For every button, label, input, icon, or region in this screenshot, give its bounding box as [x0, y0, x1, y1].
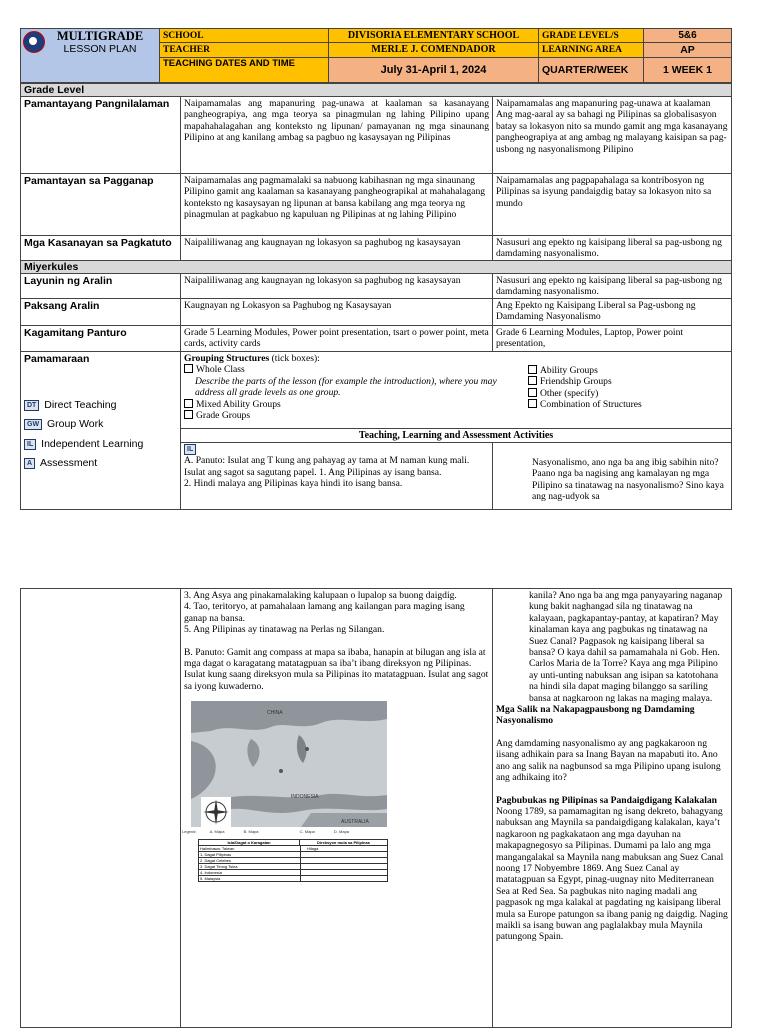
map-label-indonesia: INDONESIA: [291, 794, 319, 801]
grade-level-bar: Grade Level: [20, 83, 732, 97]
activities-g6-page2: [492, 588, 732, 1028]
area-label: LEARNING AREA: [538, 42, 644, 58]
page-1: [20, 28, 732, 510]
pangnilalaman-g5: Naipamamalas ang mapanuring pag-unawa at kaalaman sa kasanayang pangheograpiya, ang mga teorya sa pinagmulan ng lahing Pilipino upang mapahahalagahan ang konteksto ng lipunan/ pamayanan ng mga sinaunang Pilipino at ang kanilang ambag sa pagbuo ng kasaysayan ng Pilipinas: [180, 96, 493, 174]
logo-subtitle: LESSON PLAN: [63, 43, 137, 55]
layunin-label: Layunin ng Aralin: [20, 273, 181, 299]
compass-rose-icon: [201, 797, 231, 827]
quarter-label: QUARTER/WEEK: [538, 57, 644, 83]
table-header-isla: Isla/Dagat o Karagatan: [199, 840, 300, 845]
activities-g5-page1: [180, 442, 493, 510]
dt-badge: DT: [24, 400, 39, 411]
paksang-g5: Kaugnayan ng Lokasyon sa Paghubog ng Kasaysayan: [180, 298, 493, 326]
logo-title: MULTIGRADE: [56, 29, 144, 43]
legend-group-work: GW Group Work: [24, 418, 103, 430]
teacher-value: MERLE J. COMENDADOR: [328, 42, 539, 58]
kagamitan-label: Kagamitang Panturo: [20, 325, 181, 352]
table-row: 5. Malaysia: [199, 876, 301, 881]
nasyonalismo-continued: kanila? Ano nga ba ang mga panyayaring naganap kung bakit naghangad sila ng tinatawag na kalayaan, pagkapantay-pantay, at kapatiran? May kinalaman kaya ang pagbukas ng tinatawag na Suez Canal? Pagpasok ng kaisipang liberal sa bansa? O kaya dahil sa pamamahala ni Gob. Hen. Carlos Maria de la Torre? Kaya ang mga Pilipino ay unti-unting nabuksan ang isipan sa katotohana na hindi sila dapat maging bilanggo sa sariling bansa at nagkaroon ng lakas na maging malaya.: [529, 590, 723, 704]
activities-g6-page1: [492, 442, 732, 510]
legend-direct-teaching: DT Direct Teaching: [24, 399, 116, 411]
gw-badge: GW: [24, 419, 42, 430]
pamamaraan-label: Pamamaraan: [24, 353, 90, 365]
whole-class-checkbox[interactable]: Whole Class: [184, 364, 728, 375]
salik-heading: Mga Salik na Nakapagpausbong ng Damdaming Nasyonalismo: [496, 704, 695, 727]
activities-title: Teaching, Learning and Assessment Activities: [180, 428, 732, 443]
legend-independent-learning: IL Independent Learning: [24, 438, 143, 450]
pamamaraan-label-cell: [20, 351, 181, 510]
direction-table: Isla/Dagat o Karagatan Direksyon mula sa Pilipinas Halimbawa: Taiwan Hilaga 1. Dagat Pilipinas 2. Dagat Celebes 3. Dagat Timog Tsina 4. Indonesia 5. Malaysia: [198, 839, 388, 882]
activities-g5-page2: [180, 588, 493, 1028]
a-badge: A: [24, 458, 35, 469]
table-row: 4. Indonesia: [199, 870, 301, 875]
grouping-title: Grouping Structures: [184, 353, 270, 364]
layunin-g5: Naipaliliwanag ang kaugnayan ng lokasyon sa paghubog ng kasaysayan: [180, 273, 493, 299]
mixed-ability-checkbox[interactable]: Mixed Ability Groups: [184, 399, 728, 410]
table-header-direksyon: Direksyon mula sa Pilipinas: [317, 840, 370, 846]
pagganap-g6: Naipamamalas ang pagpapahalaga sa kontribosyon ng Pilipinas sa isyung pandaigdig batay sa lokasyon nito sa mundo: [492, 173, 732, 236]
header-logo-cell: [20, 28, 160, 83]
panuto-b-text: B. Panuto: Gamit ang compass at mapa sa ibaba, hanapin at bilugan ang isla at mga dagat o karagatang matatagpuan sa iba’t ibang direksyon ng Pilipinas. Isulat kung saang direksyon mula sa Pilipinas ito matatagpuan. Isulat ang sagot sa iyong kuwaderno.: [184, 646, 489, 692]
page2-label-col: [20, 588, 181, 1028]
asia-map-figure: [182, 701, 387, 882]
page-2: [20, 588, 732, 1024]
kasanayan-g6: Nasusuri ang epekto ng kaisipang liberal sa pag-usbong ng damdaming nasyonalismo.: [492, 235, 732, 261]
other-checkbox[interactable]: Other (specify): [528, 388, 642, 399]
nasyonalismo-intro: Nasyonalismo, ano nga ba ang ibig sabihin nito? Paano nga ba nagising ang kamalayan ng mga Pilipino sa tinatawag na nasyonalismo? Sino kaya ang nag-udyok sa: [532, 457, 724, 503]
kalakalan-heading: Pagbubukas ng Pilipinas sa Pandaigdigang Kalakalan: [496, 794, 718, 806]
map-label-australia: AUSTRALIA: [341, 819, 369, 826]
panuto-a-continued: 3. Ang Asya ang pinakamalaking kalupaan o lupalop sa buong daigdig. 4. Tao, teritoryo, at pamahalaan lamang ang kailangan para maging isang ganap na bansa. 5. Ang Pilipinas ay tinatawag na Perlas ng Silangan.: [184, 590, 465, 636]
combination-checkbox[interactable]: Combination of Structures: [528, 399, 642, 410]
legend-assessment: A Assessment: [24, 457, 97, 469]
pagganap-label: Pamantayan sa Pagganap: [20, 173, 181, 236]
school-value: DIVISORIA ELEMENTARY SCHOOL: [328, 28, 539, 43]
grade-groups-checkbox[interactable]: Grade Groups: [184, 410, 728, 421]
grouping-cell: Grouping Structures (tick boxes): Whole Class Describe the parts of the lesson (for example the introduction), where you may address all grade levels as one group. Mixed Ability Groups Grade Groups Ability Groups Friendship Groups Other (specify) Combination of Structures: [180, 351, 732, 429]
day-bar: Miyerkules: [20, 260, 732, 274]
kasanayan-label: Mga Kasanayan sa Pagkatuto: [20, 235, 181, 261]
paksang-label: Paksang Aralin: [20, 298, 181, 326]
table-row: 2. Dagat Celebes: [199, 858, 301, 863]
kasanayan-g5: Naipaliliwanag ang kaugnayan ng lokasyon sa paghubog ng kasaysayan: [180, 235, 493, 261]
pangnilalaman-g6: Naipamamalas ang mapanuring pag-unawa at kaalaman Ang mag-aaral ay sa bahagi ng Pilipinas sa globalisasyon batay sa lokasyon nito sa mundo gamit ang mga kasanayang pangheograpiya at ang ambag ng malayang kaisipan sa pag-usbong ng nasyonalismong Pilipino: [492, 96, 732, 174]
kagamitan-g6: Grade 6 Learning Modules, Laptop, Power point presentation,: [492, 325, 732, 352]
il-badge: IL: [24, 439, 36, 450]
ability-groups-checkbox[interactable]: Ability Groups: [528, 365, 642, 376]
pangnilalaman-label: Pamantayang Pangnilalaman: [20, 96, 181, 174]
panuto-a-text: A. Panuto: Isulat ang T kung ang pahayag ay tama at M naman kung mali. Isulat ang sagot sa sagutang papel. 1. Ang Pilipinas ay isang bansa. 2. Hindi malaya ang Pilipinas kaya hindi ito isang bansa.: [184, 455, 470, 490]
kalakalan-paragraph: Noong 1789, sa pamamagitan ng isang dekreto, bahagyang nabuksan ang Maynila sa pandaigdigang kalakalan, kaya’t nagkaroon ng pagkakataon ang mga dayuhan na makapagnegosyo sa Pilipinas. Dumami pa lalo ang mga mangangalakal sa Maynila nang mabuksan ang Suez Canal noong 17 Nobyembre 1869. Ang Suez Canal ay matatagpuan sa Egypt, pinag-uugnay nito Mediterranean Sea at Red Sea. Sa pagbukas nito naging madali ang pagpasok ng mga kalakal at pagdating ng kaisipang liberal mula sa Europe patungon sa ibang panig ng daigdig. Naging maikli sa isang buwan ang paglalakbay mula Maynila patungong Spain.: [496, 805, 728, 943]
table-row: 3. Dagat Timog Tsina: [199, 864, 301, 869]
school-label: SCHOOL: [159, 28, 329, 43]
quarter-value: 1 WEEK 1: [643, 57, 732, 83]
layunin-g6: Nasusuri ang epekto ng kaisipang liberal sa pag-usbong ng damdaming nasyonalismo.: [492, 273, 732, 299]
area-value: AP: [643, 42, 732, 58]
teacher-label: TEACHER: [159, 42, 329, 58]
pagganap-g5: Naipamamalas ang pagmamalaki sa nabuong kabihasnan ng mga sinaunang Pilipino gamit ang kaalaman sa kasanayang pangheograpikal at mahahalagang konteksto ng kasaysayan ng lipunan at bansa kabilang ang mga teorya ng pinagmulan at pagkabuo ng kapuluan ng Pilipinas at ng lahing Pilipino: [180, 173, 493, 236]
grouping-description: Describe the parts of the lesson (for example the introduction), where you may address all grade levels as one group.: [195, 375, 497, 399]
kagamitan-g5: Grade 5 Learning Modules, Power point presentation, tsart o power point, meta cards, activity cards: [180, 325, 493, 352]
dates-label: TEACHING DATES AND TIME: [159, 57, 329, 83]
damdaming-paragraph: Ang damdaming nasyonalismo ay ang pagkakaroon ng iisang adhikain para sa Inang Bayan na mapabuti ito. Ano ano ang salik na nagbunsod sa mga Pilipino upang isulong ang adhikaing ito?: [496, 737, 721, 784]
table-row: 1. Dagat Pilipinas: [199, 852, 301, 857]
grade-value: 5&6: [643, 28, 732, 43]
friendship-groups-checkbox[interactable]: Friendship Groups: [528, 376, 642, 387]
paksang-g6: Ang Epekto ng Kaisipang Liberal sa Pag-usbong ng Damdaming Nasyonalismo: [492, 298, 732, 326]
grade-label: GRADE LEVEL/S: [538, 28, 644, 43]
il-badge-activity: IL: [184, 444, 196, 455]
table-row: Halimbawa: Taiwan: [199, 846, 301, 851]
map-label-china: CHINA: [267, 710, 283, 717]
dates-value: July 31-April 1, 2024: [328, 57, 539, 83]
map-legend: Legend: A. Mapa B. Mapa C. Mapa D. Mapa: [182, 829, 350, 835]
